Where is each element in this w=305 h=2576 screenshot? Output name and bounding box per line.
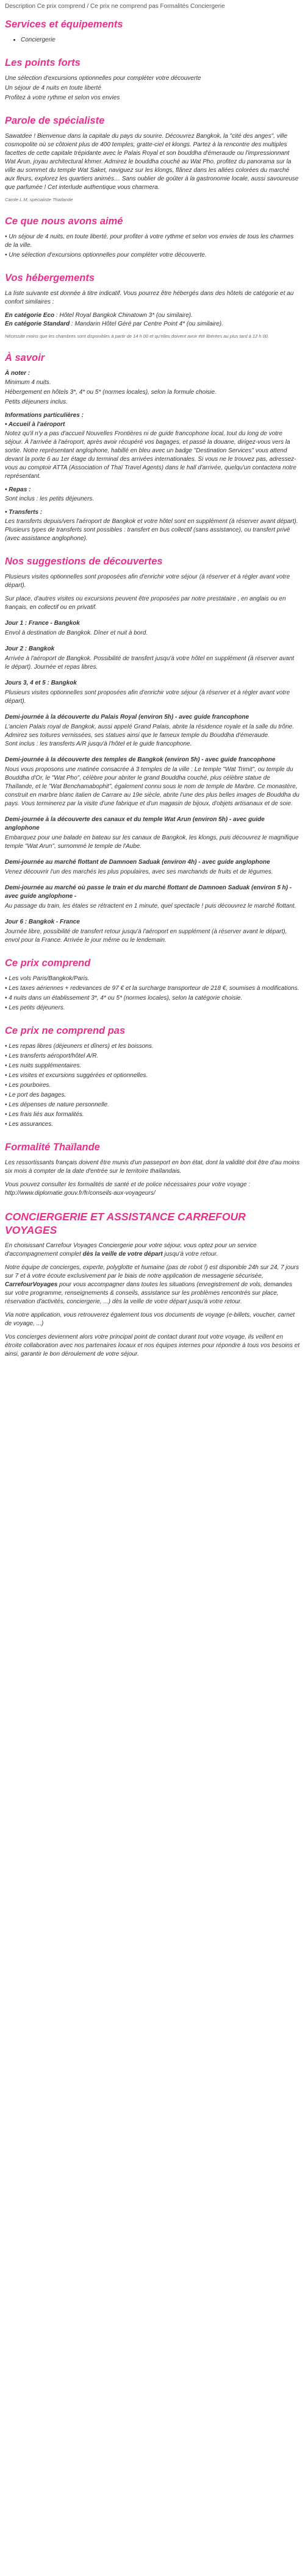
hebergements-title: Vos hébergements xyxy=(5,272,95,283)
savoir-notre-label: À noter : xyxy=(5,370,30,377)
services-item: • Conciergerie xyxy=(21,36,300,44)
price-list-item: • Les pourboires. xyxy=(5,1082,51,1089)
aimons-item: • Une sélection d'excursions optionnelles pour compléter votre découverte. xyxy=(5,252,207,258)
day-title: Demi-journée au marché où passe le train et du marché flottant de Damnoen Saduak (environ 5 h) - avec guide anglophone - xyxy=(5,884,292,900)
description-tabs-line: Description Ce prix comprend / Ce prix ne comprend pas Formalités Conciergerie xyxy=(5,3,225,10)
day-title: Demi-journée à la découverte des canaux et du temple Wat Arun (environ 5h) - avec guide anglophone xyxy=(5,816,265,831)
comprend-list xyxy=(5,975,300,1012)
price-list-item: • Les repas libres (déjeuners et dîners) et les boissons. xyxy=(5,1043,154,1050)
savoir-info-label: Informations particulières : xyxy=(5,412,84,419)
conciergerie-title: CONCIERGERIE ET ASSISTANCE CARREFOUR VOYAGES xyxy=(5,1211,246,1236)
savoir-notre-line: Petits déjeuners inclus. xyxy=(5,399,68,405)
price-list-item-text: Les dépenses de nature personnelle. xyxy=(9,1101,109,1108)
day-title: Jour 1 : France - Bangkok xyxy=(5,620,80,627)
price-list-item-text: Les transferts aéroport/hôtel A/R. xyxy=(9,1053,99,1059)
price-list-item-text: Les repas libres (déjeuners et dîners) et les boissons. xyxy=(9,1043,154,1050)
day-text: Plusieurs visites optionnelles sont proposées afin d'enrichir votre séjour (à réserver et à régler avant votre départ). xyxy=(5,689,290,705)
cat5-text: : Mandarin Hôtel Géré par Centre Point 4* (ou similaire). xyxy=(70,321,223,327)
price-list-item: • Les visites et excursions suggérées et optionnelles. xyxy=(5,1072,148,1079)
day-title: Demi-journée à la découverte du Palais Royal (environ 5h) - avec guide francophone xyxy=(5,714,249,720)
day-title: Jours 3, 4 et 5 : Bangkok xyxy=(5,680,77,686)
conciergerie-p1-c: jusqu'à votre retour. xyxy=(162,1251,218,1258)
price-list-item-text: Les assurances. xyxy=(9,1121,54,1128)
hebergements-cat4 xyxy=(5,311,300,329)
aimons-title: Ce que nous avons aimé xyxy=(5,216,123,227)
suggestions-days xyxy=(5,619,300,945)
day-title: Demi-journée au marché flottant de Damnoen Saduak (environ 4h) - avec guide anglophone xyxy=(5,859,270,866)
price-list-item-text: Les frais liés aux formalités. xyxy=(9,1111,84,1118)
suggestions-intro: Plusieurs visites optionnelles sont proposées afin d'enrichir votre séjour (à réserver et à régler avant votre départ). xyxy=(5,574,290,589)
price-list-item: • Les dépenses de nature personnelle. xyxy=(5,1101,109,1108)
points-forts-line: Profitez à votre rythme et selon vos envies xyxy=(5,94,120,101)
price-list-item: • Le port des bagages. xyxy=(5,1092,66,1098)
price-list-item: • Les petits déjeuners. xyxy=(5,1005,65,1011)
conciergerie-p1-a: En choisissant Carrefour Voyages Conciergerie pour votre séjour, vous optez pour un service d'accompagnement complet xyxy=(5,1242,257,1258)
savoir-accueil-label: • Accueil à l'aéroport xyxy=(5,421,65,428)
price-list-item: • Les taxes aériennes + redevances de 97 € et la surcharge transporteur de 218 €, soumises à modifications. xyxy=(5,985,300,992)
day-text: Arrivée à l'aéroport de Bangkok. Possibilité de transfert jusqu'à votre hôtel en supplément (à réserver avant le départ). Journée et repas libres. xyxy=(5,655,295,671)
price-list-item-text: Le port des bagages. xyxy=(9,1092,66,1098)
day-text: Venez découvrir l'un des marchés les plus populaires, avec ses marchands de fruits et de légumes. xyxy=(5,869,273,875)
day-text: Journée libre, possibilité de transfert retour jusqu'à l'aéroport en supplément (à réserver avant le départ), envol pour la France. Arrivée le jour même ou le lendemain. xyxy=(5,928,287,944)
savoir-notre-line: Hébergement en hôtels 3*, 4* ou 5* (normes locales), selon la formule choisie. xyxy=(5,389,217,396)
price-list-item-text: Les visites et excursions suggérées et optionnelles. xyxy=(9,1072,148,1079)
comprend-title: Ce prix comprend xyxy=(5,958,91,969)
day-title: Demi-journée à la découverte des temples de Bangkok (environ 5h) - avec guide francophone xyxy=(5,756,276,763)
cat4-label: En catégorie Eco xyxy=(5,312,55,319)
savoir-title: À savoir xyxy=(5,352,45,363)
conciergerie-p2-c: pour vous accompagner dans toutes les situations (enregistrement de vols, demandes sur votre programme, renseignements & conseils, assistance sur les problèmes rencontrés sur place, réservation d'activités, conciergerie, ...) dès la veille de votre départ jusqu'à votre retour. xyxy=(5,1281,292,1305)
price-list-item-text: Les nuits supplémentaires. xyxy=(9,1062,82,1069)
cat4-text: : Hôtel Royal Bangkok Chinatown 3* (ou similaire). xyxy=(54,312,193,319)
conciergerie-p3: Via notre application, vous retrouverez également tous vos documents de voyage (e-billets, voucher, carnet de voyage, ...) xyxy=(5,1312,295,1327)
day-title: Jour 2 : Bangkok xyxy=(5,646,55,652)
savoir-transferts-label: • Transferts : xyxy=(5,509,43,516)
conciergerie-p2-bold: CarrefourVoyages xyxy=(5,1281,58,1288)
price-list-item-text: Les petits déjeuners. xyxy=(9,1005,65,1011)
services-title: Services et équipements xyxy=(5,19,123,30)
price-list-item: • Les assurances. xyxy=(5,1121,54,1128)
points-forts-title: Les points forts xyxy=(5,57,81,68)
price-list-item: • Les transferts aéroport/hôtel A/R. xyxy=(5,1053,99,1059)
specialiste-credit: Carole L.M, spécialiste Thaïlande xyxy=(5,197,73,202)
conciergerie-p2 xyxy=(5,1264,300,1306)
specialiste-text: Sawatdee ! Bienvenue dans la capitale du pays du sourire. Découvrez Bangkok, la "cité des anges", ville cosmopolite où se côtoient plus de 400 temples, gratte-ciel et klongs. Partez à la rencontre des multiples facettes de cette capitale trépidante avec le Palais Royal et son bouddha d'émeraude ou l'impressionnant Wat Arun, joyau architectural khmer. Admirez le bouddha couché au Wat Pho, profitez du panorama sur la ville au sommet du temple Wat Saket, naviguez sur les klongs, flânez dans les allées colorées du marché aux fleurs, explorez les quartiers animés… Sans oublier de goûter à la gastronomie locale, aussi savoureuse que parfumée ! Cet interlude authentique vous charmera. xyxy=(5,133,299,191)
hebergements-intro: La liste suivante est donnée à titre indicatif. Vous pourrez être hébergés dans des hôtels de catégorie et au confort similaires : xyxy=(5,290,294,305)
ne-comprend-title: Ce prix ne comprend pas xyxy=(5,1025,126,1036)
suggestions-title: Nos suggestions de découvertes xyxy=(5,556,163,567)
hebergements-note: Nécessite moins que les chambres sont disponibles à partir de 14 h 00 et qu'elles doivent avoir été libérées au plus tard à 12 h 00. xyxy=(5,333,269,339)
price-list-item: • Les nuits supplémentaires. xyxy=(5,1062,82,1069)
conciergerie-p1-bold: dès la veille de votre départ xyxy=(82,1251,163,1258)
specialiste-title: Parole de spécialiste xyxy=(5,115,105,126)
points-forts-line: Un séjour de 4 nuits en toute liberté xyxy=(5,85,101,91)
price-list-item: • Les frais liés aux formalités. xyxy=(5,1111,84,1118)
aimons-item-text: Une sélection d'excursions optionnelles pour compléter votre découverte. xyxy=(9,252,207,258)
price-list-item-text: Les pourboires. xyxy=(9,1082,51,1089)
savoir-repas-label: • Repas : xyxy=(5,486,31,493)
price-list-item: • 4 nuits dans un établissement 3*, 4* ou 5* (normes locales), selon la catégorie choisie. xyxy=(5,995,243,1002)
cat5-label: En catégorie Standard xyxy=(5,321,70,327)
day-text: L'ancien Palais royal de Bangkok, aussi appelé Grand Palais, abrite la résidence royale et la salle du trône. Admirez ses toitures vernissées, ses statues ainsi que le fameux temple du Bouddha d'émeraude. Sont inclus : les transferts A/R jusqu'à l'hôtel et le guide francophone. xyxy=(5,724,294,747)
price-list-item-text: Les vols Paris/Bangkok/Paris. xyxy=(9,975,90,982)
savoir-notre-line: Minimum 4 nuits. xyxy=(5,379,51,386)
conciergerie-p2-a: Notre équipe de concierges, experte, polyglotte et humaine (pas de robot !) est disponible 24h sur 24, 7 jours sur 7 et à votre écoute exclusivement par le biais de notre application de messagerie sécurisée, xyxy=(5,1264,299,1279)
day-title: Jour 6 : Bangkok - France xyxy=(5,919,80,925)
formalite-text: Les ressortissants français doivent être munis d'un passeport en bon état, dont la validité doit être d'au moins six mois à compter de la date d'entrée sur le territoire thaïlandais. xyxy=(5,1159,300,1175)
conciergerie-p1 xyxy=(5,1242,300,1259)
price-list-item-text: 4 nuits dans un établissement 3*, 4* ou 5* (normes locales), selon la catégorie choisie. xyxy=(9,995,243,1002)
aimons-item-text: Un séjour de 4 nuits, en toute liberté, pour profiter à votre rythme et selon vos envies de tous les charmes de la ville. xyxy=(5,233,294,249)
savoir-repas-text: Sont inclus : les petits déjeuners. xyxy=(5,496,95,502)
points-forts-line: Une sélection d'excursions optionnelles pour compléter votre découverte xyxy=(5,75,201,82)
aimons-item: • Un séjour de 4 nuits, en toute liberté, pour profiter à votre rythme et selon vos envies de tous les charmes de la ville. xyxy=(5,233,294,249)
savoir-transferts-text: Les transferts depuis/vers l'aéroport de Bangkok et votre hôtel sont en supplément (à réserver avant départ). Plusieurs types de transferts sont possibles : transfert en bus collectif (sans assistance), ou transfert privé (avec assistance anglophone). xyxy=(5,518,298,542)
day-text: Nous vous proposons une matinée consacrée à 3 temples de la ville : Le temple "Wat Trimit", ou temple du Bouddha d'Or, le "Wat Pho", célèbre pour abriter le grand Bouddha couché, plus célèbre statue de Thaïlande, et le "Wat Benchamabophit", également connu sous le nom de temple de Marbre. Ce monastère, construit en marbre blanc italien de Carrare au 19e siècle, abrite l'une des plus belles images de Bouddha du pays. Vous terminerez par la visite d'une fabrique et d'un magasin de bijoux, d'objets artisanaux et de soie. xyxy=(5,766,300,807)
price-list-item: • Les vols Paris/Bangkok/Paris. xyxy=(5,975,90,982)
day-text: Au passage du train, les étales se rétractent en 1 minute, quel spectacle ! puis découvrez le marché flottant. xyxy=(5,903,296,909)
day-text: Embarquez pour une balade en bateau sur les canaux de Bangkok, les klongs, puis découvrez le magnifique temple "Wat Arun", surnommé le temple de l'Aube. xyxy=(5,834,299,850)
services-list xyxy=(5,36,300,44)
suggestions-intro: Sur place, d'autres visites ou excursions peuvent être proposées par notre prestataire , en anglais ou en français, en collectif ou en privatif. xyxy=(5,596,286,611)
formalite-title: Formalité Thaïlande xyxy=(5,1142,100,1153)
day-text: Envol à destination de Bangkok. Dîner et nuit à bord. xyxy=(5,630,148,636)
savoir-accueil-text: Notez qu'il n'y a pas d'accueil Nouvelles Frontières ni de guide francophone local, tout du long de votre séjour. À l'arrivée à l'aéroport, après avoir récupéré vos bagages, et passé la douane, dirigez-vous vers la sortie. Notre représentant anglophone, habillé en bleu avec un badge "Destination Services" vous attend devant la porte 6 au 1er étage du terminal des arrivées internationales. Si vous ne le trouvez pas, adressez-vous au comptoir ATTA (Association of Thaï Travel Agents) dans le hall d'arrivée, quelqu'un contactera notre représentant. xyxy=(5,430,296,480)
price-list-item-text: Les taxes aériennes + redevances de 97 € et la surcharge transporteur de 218 €, soumises à modifications. xyxy=(9,985,300,992)
formalite-link-text: Vous pouvez consulter les formalités de santé et de police nécessaires pour votre voyage : http://www.diplomatie.gouv.fr/fr/conseils-aux-voyageurs/ xyxy=(5,1181,251,1197)
ne-comprend-list xyxy=(5,1042,300,1129)
conciergerie-p4: Vos concierges deviennent alors votre principal point de contact durant tout votre voyage, ils veillent en étroite collaboration avec nos partenaires locaux et nos équipes internes pour répondre à tous vos besoins et ainsi, garantir le bon déroulement de votre séjour. xyxy=(5,1334,300,1357)
